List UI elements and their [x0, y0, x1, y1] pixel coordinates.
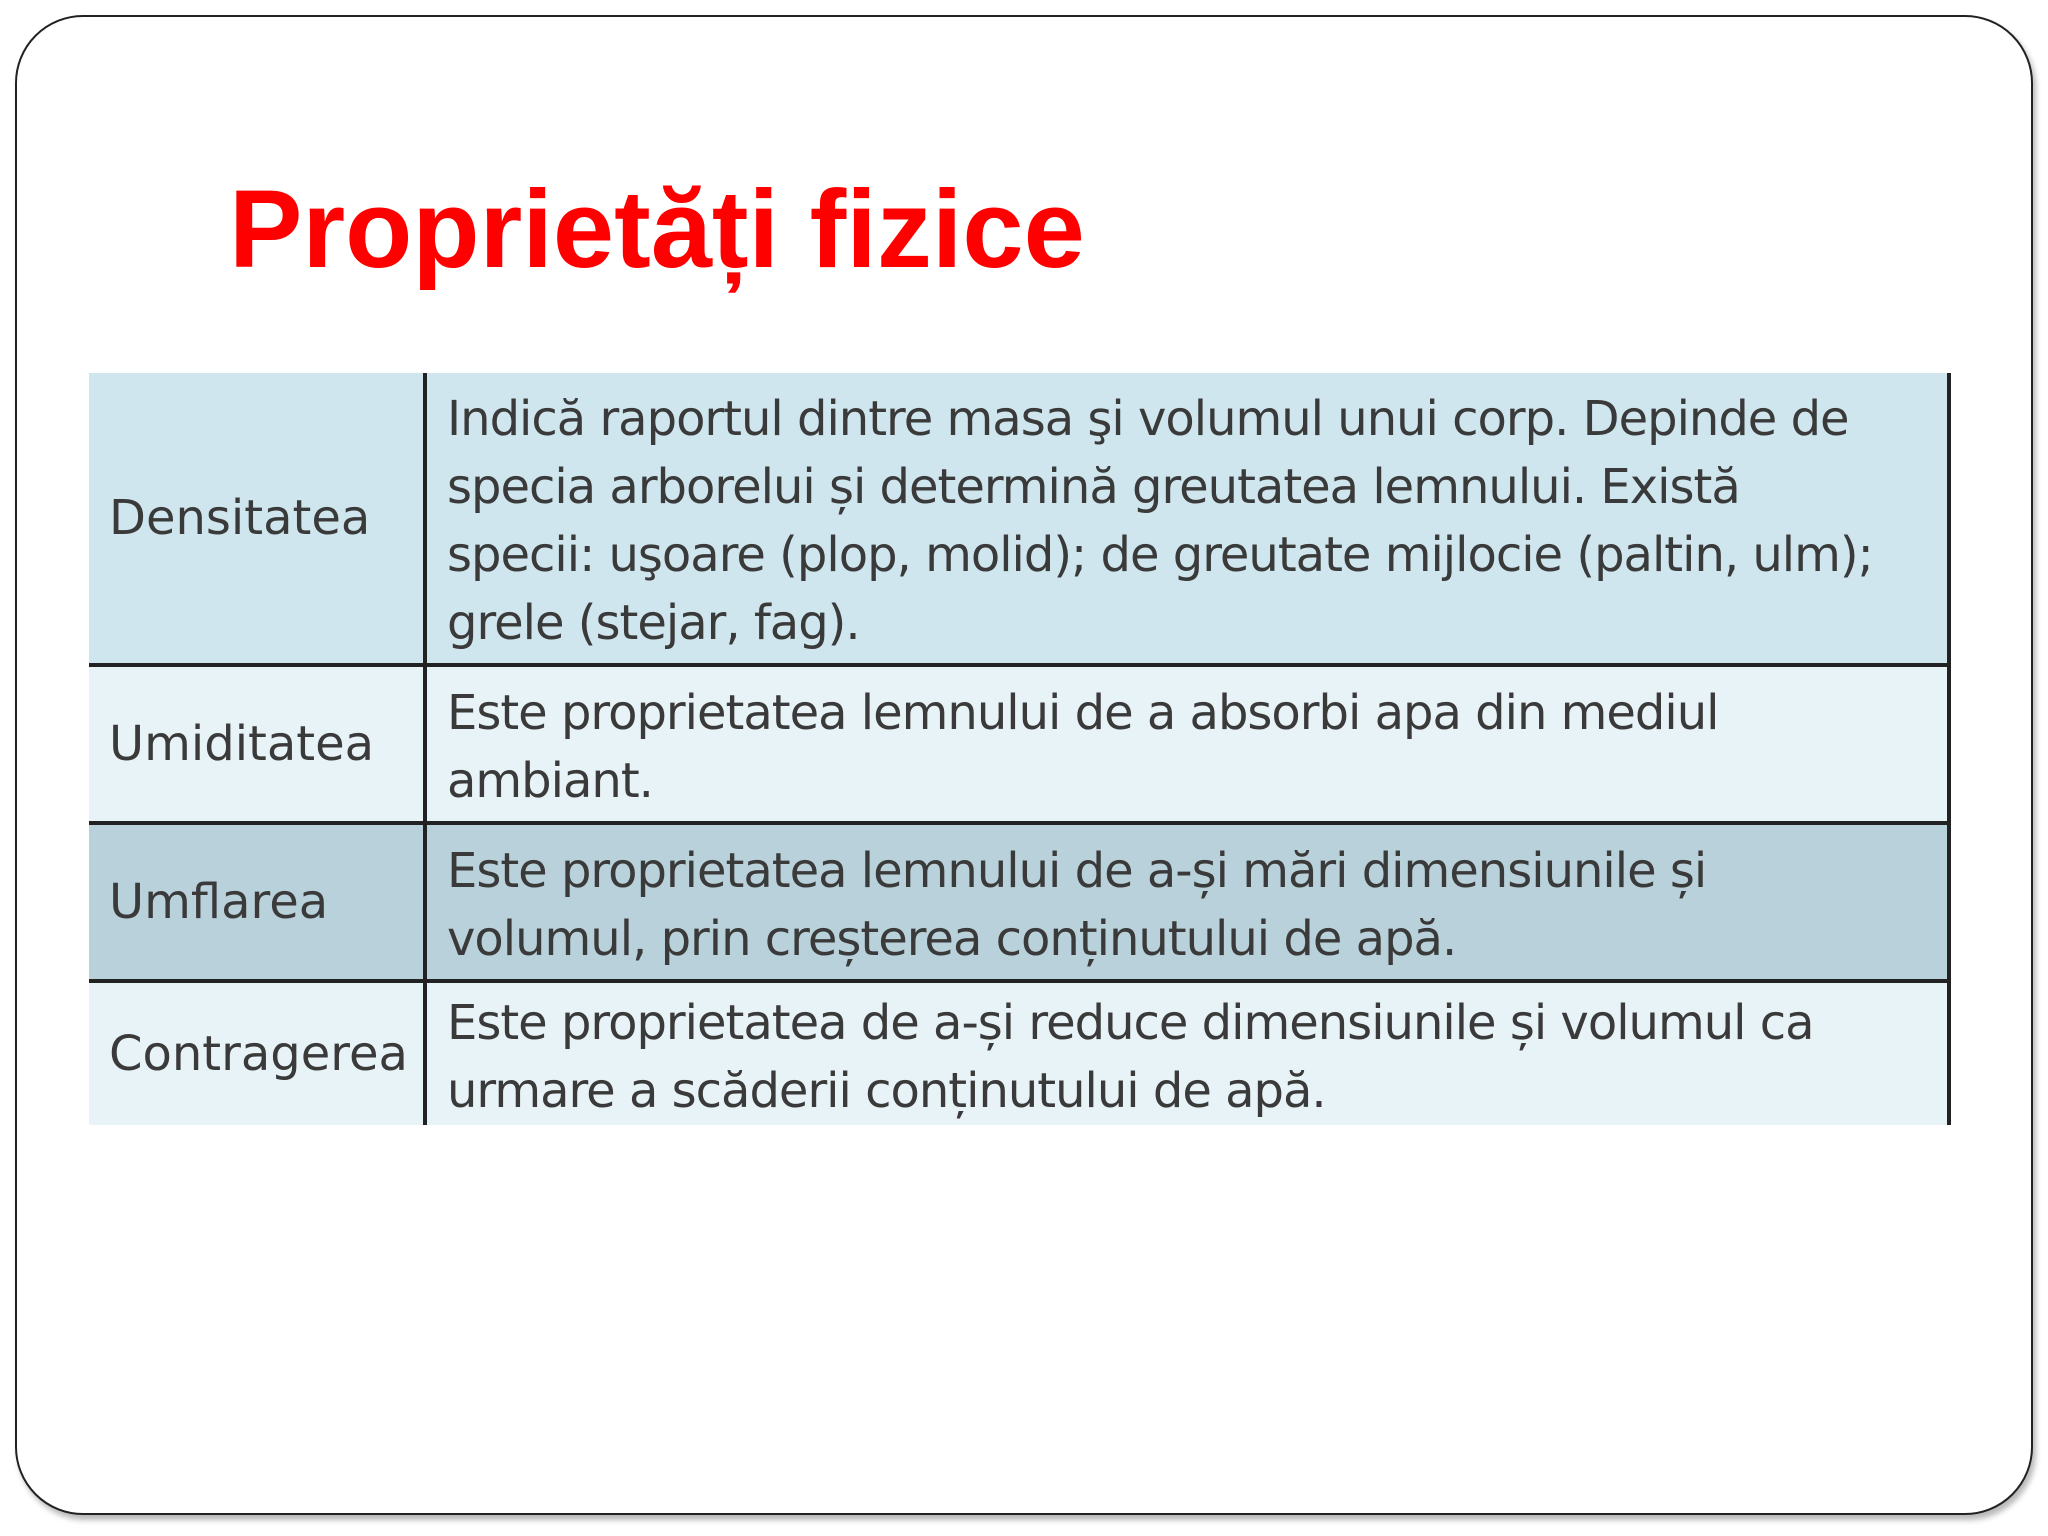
property-term: Contragerea	[89, 981, 425, 1125]
table-row	[89, 823, 1949, 981]
property-term: Umflarea	[89, 823, 425, 981]
table-row	[89, 981, 1949, 1125]
slide	[15, 15, 2033, 1515]
property-definition: Este proprietatea lemnului de a-și mări dimensiunile și volumul, prin creșterea conținutului de apă.	[425, 823, 1949, 981]
property-term: Umiditatea	[89, 665, 425, 823]
property-definition: Indică raportul dintre masa şi volumul unui corp. Depinde de specia arborelui și determină greutatea lemnului. Există specii: uşoare (plop, molid); de greutate mijlocie (paltin, ulm); grele (stejar, fag).	[425, 373, 1949, 665]
property-definition: Este proprietatea lemnului de a absorbi apa din mediul ambiant.	[425, 665, 1949, 823]
physical-properties-table	[89, 373, 1951, 1125]
property-term: Densitatea	[89, 373, 425, 665]
slide-title: Proprietăți fizice	[229, 168, 1085, 291]
property-definition: Este proprietatea de a-și reduce dimensiunile și volumul ca urmare a scăderii conținutului de apă.	[425, 981, 1949, 1125]
table-row	[89, 373, 1949, 665]
table-row	[89, 665, 1949, 823]
